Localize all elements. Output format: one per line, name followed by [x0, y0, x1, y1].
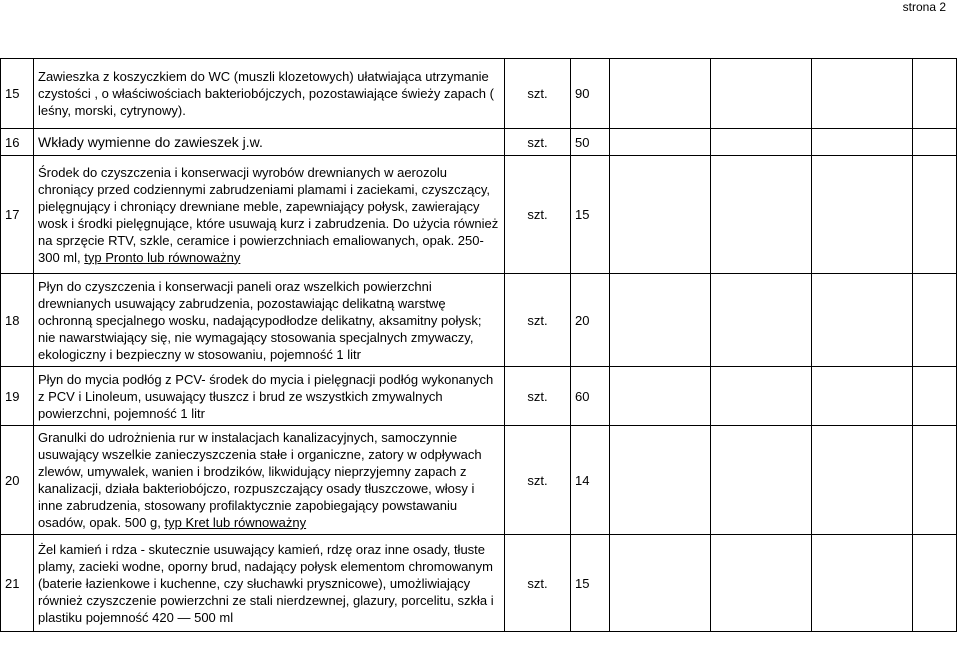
table-row — [1, 426, 957, 535]
table-row — [1, 129, 957, 156]
empty-cell — [711, 535, 812, 632]
empty-cell — [913, 59, 957, 129]
item-unit: szt. — [505, 367, 571, 426]
page-number: strona 2 — [902, 0, 946, 14]
item-quantity: 20 — [571, 274, 610, 367]
empty-cell — [610, 535, 711, 632]
empty-cell — [913, 129, 957, 156]
empty-cell — [913, 535, 957, 632]
row-number: 21 — [1, 535, 34, 632]
items-table — [0, 58, 957, 632]
row-number: 19 — [1, 367, 34, 426]
row-number: 16 — [1, 129, 34, 156]
item-description: Zawieszka z koszyczkiem do WC (muszli klozetowych) ułatwiająca utrzymanie czystości , o właściwościach bakteriobójczych, pozostawiające świeży zapach ( leśny, morski, cytrynowy). — [34, 59, 505, 129]
item-unit: szt. — [505, 129, 571, 156]
table-row — [1, 274, 957, 367]
item-unit: szt. — [505, 274, 571, 367]
empty-cell — [812, 535, 913, 632]
item-quantity: 14 — [571, 426, 610, 535]
empty-cell — [610, 129, 711, 156]
table-row — [1, 367, 957, 426]
empty-cell — [913, 156, 957, 274]
empty-cell — [812, 59, 913, 129]
row-number: 17 — [1, 156, 34, 274]
empty-cell — [711, 426, 812, 535]
empty-cell — [711, 274, 812, 367]
empty-cell — [711, 129, 812, 156]
empty-cell — [711, 59, 812, 129]
item-description: Płyn do czyszczenia i konserwacji paneli oraz wszelkich powierzchni drewnianych usuwający zabrudzenia, pozostawiając delikatną warstwę ochronną specjalnego wosku, nadającypodłodze delikatny, aksamitny połysk; nie nawarstwiający się, nie wymagający stosowania specjalnych zmywaczy, ekologiczny i bezpieczny w stosowaniu, pojemność 1 litr — [34, 274, 505, 367]
empty-cell — [812, 367, 913, 426]
item-description: Płyn do mycia podłóg z PCV- środek do mycia i pielęgnacji podłóg wykonanych z PCV i Linoleum, usuwający tłuszcz i brud ze wszystkich zmywalnych powierzchni, pojemność 1 litr — [34, 367, 505, 426]
table-row — [1, 535, 957, 632]
item-unit: szt. — [505, 535, 571, 632]
item-unit: szt. — [505, 426, 571, 535]
item-unit: szt. — [505, 59, 571, 129]
item-description: Żel kamień i rdza - skutecznie usuwający kamień, rdzę oraz inne osady, tłuste plamy, zacieki wodne, oporny brud, nadający połysk elementom chromowanym (baterie łazienkowe i kuchenne, czy słuchawki prysznicowe), umożliwiający również czyszczenie powierzchni ze stali nierdzewnej, glazury, porcelitu, szkła i plastiku pojemność 420 — 500 ml — [34, 535, 505, 632]
empty-cell — [610, 426, 711, 535]
empty-cell — [812, 274, 913, 367]
item-description: Granulki do udrożnienia rur w instalacjach kanalizacyjnych, samoczynnie usuwający wszelkie zanieczyszczenia stałe i organiczne, zatory w odpływach zlewów, umywalek, wanien i brodzików, likwidujący nieprzyjemny zapach z kanalizacji, działa bakteriobójczo, rozpuszczający osady tłuszczowe, włosy i inne zabrudzenia, stosowany profilaktycznie zapobiegający powstawaniu osadów, opak. 500 g, typ Kret lub równoważny — [34, 426, 505, 535]
empty-cell — [610, 156, 711, 274]
item-quantity: 90 — [571, 59, 610, 129]
empty-cell — [913, 367, 957, 426]
row-number: 20 — [1, 426, 34, 535]
row-number: 18 — [1, 274, 34, 367]
item-quantity: 50 — [571, 129, 610, 156]
empty-cell — [610, 59, 711, 129]
table-row — [1, 59, 957, 129]
item-quantity: 15 — [571, 156, 610, 274]
empty-cell — [812, 426, 913, 535]
empty-cell — [812, 129, 913, 156]
item-unit: szt. — [505, 156, 571, 274]
empty-cell — [913, 426, 957, 535]
empty-cell — [610, 367, 711, 426]
table-row — [1, 156, 957, 274]
item-description: Środek do czyszczenia i konserwacji wyrobów drewnianych w aerozolu chroniący przed codziennymi zabrudzeniami plamami i zaciekami, czyszczący, pielęgnujący i chroniący drewniane meble, zapewniający połysk, zawierający wosk i środki pielęgnujące, które usuwają kurz i zabrudzenia. Do użycia również na sprzęcie RTV, szkle, ceramice i powierzchniach emaliowanych, opak. 250-300 ml, typ Pronto lub równoważny — [34, 156, 505, 274]
empty-cell — [711, 156, 812, 274]
empty-cell — [711, 367, 812, 426]
item-quantity: 15 — [571, 535, 610, 632]
item-description: Wkłady wymienne do zawieszek j.w. — [34, 129, 505, 156]
row-number: 15 — [1, 59, 34, 129]
item-quantity: 60 — [571, 367, 610, 426]
empty-cell — [913, 274, 957, 367]
empty-cell — [812, 156, 913, 274]
empty-cell — [610, 274, 711, 367]
